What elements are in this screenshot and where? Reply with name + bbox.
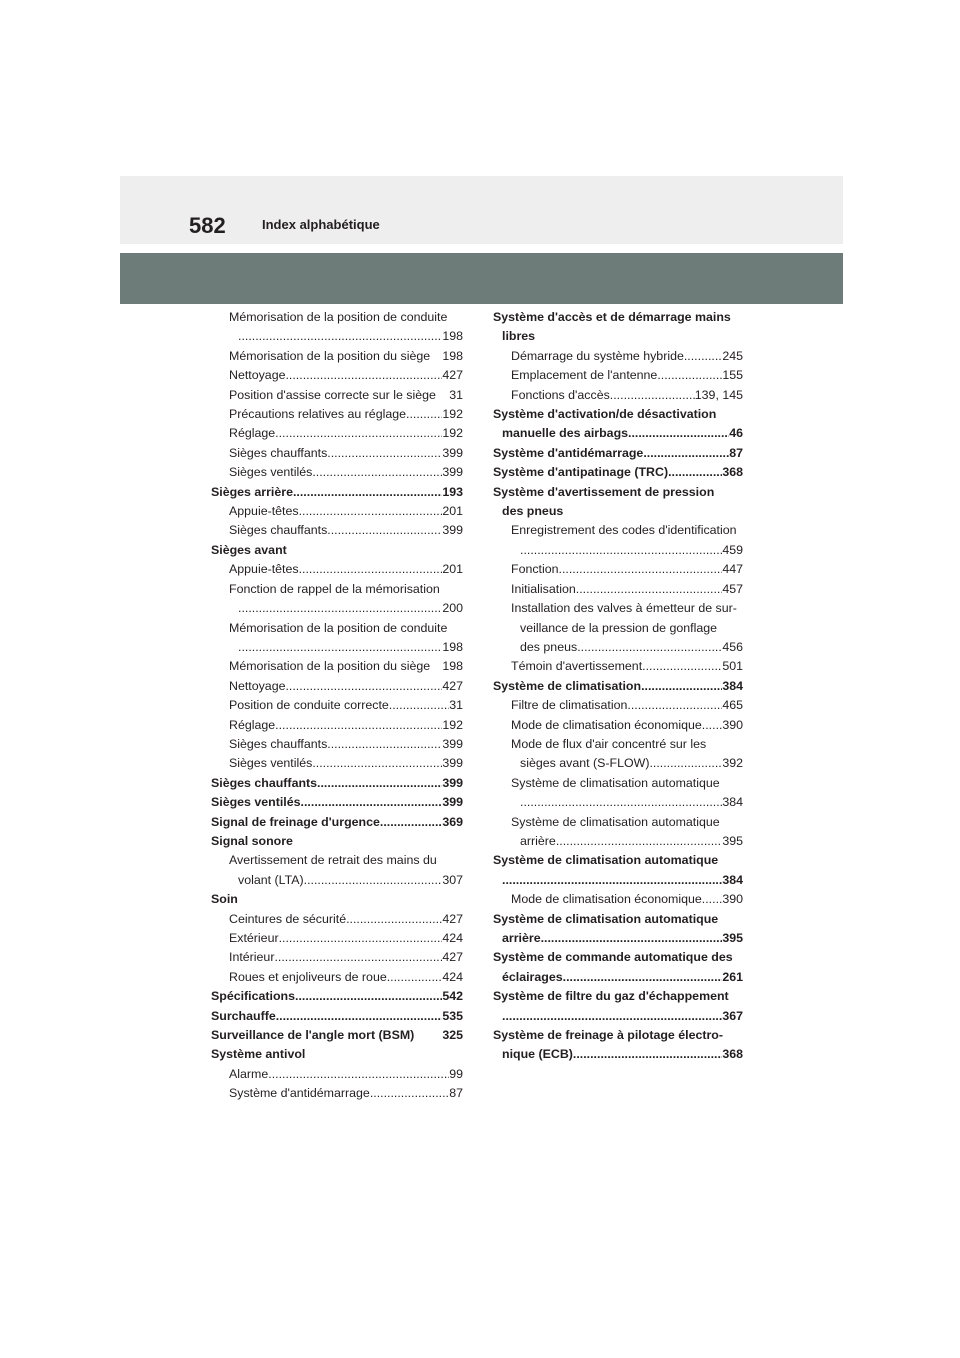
dot-leader (327, 735, 442, 754)
index-entry (493, 793, 743, 812)
index-heading: Soin (211, 892, 238, 907)
page-reference: 465 (722, 698, 743, 713)
page-reference: 192 (442, 717, 463, 732)
entry-label: Roues et enjoliveurs de roue (229, 969, 387, 984)
page-reference: 325 (442, 1028, 463, 1043)
page-reference: 198 (442, 329, 463, 344)
index-entry (211, 386, 463, 405)
page-reference: 31 (449, 387, 463, 402)
index-entry (211, 347, 463, 366)
entry-label: éclairages (502, 969, 563, 984)
page-reference: 390 (722, 892, 743, 907)
dot-leader (642, 657, 722, 676)
index-entry (211, 754, 463, 773)
entry-label: Sièges chauffants (229, 445, 328, 460)
dot-leader (317, 774, 442, 793)
index-heading: Système d'accès et de démarrage mains (493, 310, 731, 324)
index-entry (493, 890, 743, 909)
index-entry (211, 366, 463, 385)
index-heading: Mémorisation de la position de conduite (229, 310, 448, 324)
dot-leader (641, 677, 722, 696)
index-heading: Système de commande automatique des (493, 950, 733, 965)
index-entry (211, 677, 463, 696)
entry-label: Mémorisation de la position du siège (229, 348, 431, 363)
page-reference: 192 (442, 426, 463, 441)
dot-leader (520, 541, 722, 560)
index-entry (211, 521, 463, 540)
page-reference: 198 (442, 659, 463, 674)
entry-label: Démarrage du système hybride (511, 348, 684, 363)
dot-leader (556, 832, 723, 851)
index-heading: Système de climatisation automatique (493, 853, 719, 868)
index-heading: libres (502, 329, 536, 344)
index-entry (211, 1065, 463, 1084)
dot-leader (304, 871, 443, 890)
index-entry (211, 968, 463, 987)
page-reference: 427 (442, 678, 463, 693)
index-entry (211, 987, 463, 1006)
index-column-right (493, 308, 743, 1065)
index-entry (493, 386, 743, 405)
page-reference: 31 (449, 698, 463, 713)
index-entry (493, 444, 743, 463)
entry-label: Mémorisation de la position du siège (229, 659, 431, 674)
entry-label: Signal de freinage d'urgence (211, 814, 380, 829)
page-reference: 198 (442, 348, 463, 363)
index-entry (211, 1007, 463, 1026)
page-reference: 395 (722, 931, 743, 945)
dot-leader (520, 793, 722, 812)
page-reference: 87 (449, 1086, 463, 1101)
page-reference: 459 (722, 542, 743, 557)
page-reference: 193 (442, 484, 463, 499)
dot-leader (301, 793, 443, 812)
dot-leader (502, 871, 722, 890)
dot-leader (275, 716, 442, 735)
dot-leader (702, 716, 723, 735)
entry-label: Réglage (229, 426, 276, 441)
entry-label: Appuie-têtes (229, 562, 299, 577)
entry-label: Surveillance de l'angle mort (BSM) (211, 1028, 415, 1043)
dot-leader (293, 483, 442, 502)
entry-label: Précautions relatives au réglage (229, 407, 407, 422)
dot-leader (276, 1007, 443, 1026)
index-heading: des pneus (502, 504, 564, 519)
index-heading: Fonction de rappel de la mémorisation (229, 581, 440, 596)
page-reference: 384 (722, 678, 743, 693)
dot-leader (285, 366, 442, 385)
page-reference: 201 (442, 562, 463, 577)
entry-label: Intérieur (229, 950, 275, 965)
entry-label: Sièges arrière (211, 484, 293, 499)
page-reference: 200 (442, 601, 463, 616)
index-entry (211, 696, 463, 715)
index-heading: Installation des valves à émetteur de sur- (511, 601, 737, 616)
entry-label: Mode de climatisation économique (511, 717, 702, 732)
page-reference: 390 (722, 717, 743, 732)
page-reference: 424 (442, 931, 463, 945)
dot-leader (380, 813, 442, 832)
index-entry (493, 1007, 743, 1026)
dot-leader (541, 929, 723, 948)
dot-leader (312, 463, 442, 482)
header-band (120, 176, 843, 244)
entry-label: Système d'antidémarrage (493, 445, 644, 460)
page-reference: 427 (442, 368, 463, 383)
entry-label: nique (ECB) (502, 1047, 573, 1062)
page-reference: 542 (442, 989, 463, 1004)
page-reference: 87 (729, 445, 743, 460)
index-heading: veillance de la pression de gonflage (520, 620, 718, 635)
index-entry (493, 1045, 743, 1064)
dot-leader (238, 638, 442, 657)
page-reference: 369 (442, 814, 463, 829)
entry-label: Sièges ventilés (229, 465, 313, 480)
dot-leader (702, 890, 723, 909)
index-entry (493, 366, 743, 385)
dot-leader (295, 987, 442, 1006)
index-entry (211, 735, 463, 754)
index-entry (493, 638, 743, 657)
index-heading: Système antivol (211, 1047, 306, 1062)
index-entry (211, 424, 463, 443)
page-reference: 155 (722, 368, 743, 383)
index-entry (211, 793, 463, 812)
index-heading: Système de freinage à pilotage électro- (493, 1028, 723, 1043)
index-entry (211, 910, 463, 929)
header-color-bar (120, 253, 843, 304)
page-reference: 368 (722, 1047, 743, 1062)
dot-leader (643, 444, 729, 463)
page-reference: 427 (442, 911, 463, 926)
page-reference: 99 (449, 1066, 463, 1081)
entry-label: Fonctions d'accès (511, 387, 610, 402)
page-reference: 384 (722, 795, 743, 810)
index-entry (211, 405, 463, 424)
page-reference: 46 (729, 426, 743, 441)
index-entry (211, 657, 463, 676)
page-reference: 457 (722, 581, 743, 596)
dot-leader (502, 1007, 722, 1026)
entry-label: Mode de climatisation économique (511, 892, 702, 907)
index-heading: Système d'avertissement de pression (493, 484, 715, 499)
dot-leader (279, 929, 443, 948)
index-entry (493, 424, 743, 443)
index-entry (211, 599, 463, 618)
index-entry (493, 463, 743, 482)
dot-leader (668, 463, 722, 482)
entry-label: Alarme (229, 1066, 269, 1081)
page-reference: 198 (442, 639, 463, 654)
index-entry (211, 560, 463, 579)
index-entry (493, 560, 743, 579)
page-reference: 201 (442, 504, 463, 519)
dot-leader (627, 696, 722, 715)
dot-leader (387, 968, 443, 987)
page-reference: 447 (722, 562, 743, 577)
index-entry (211, 638, 463, 657)
index-column-left (211, 308, 463, 1104)
dot-leader (299, 560, 443, 579)
index-entry (493, 871, 743, 890)
dot-leader (406, 405, 442, 424)
entry-label: Système de climatisation (493, 678, 642, 693)
dot-leader (238, 599, 442, 618)
entry-label: Nettoyage (229, 368, 286, 383)
index-entry (493, 541, 743, 560)
index-entry (493, 716, 743, 735)
index-entry (211, 929, 463, 948)
index-entry (493, 657, 743, 676)
dot-leader (610, 386, 695, 405)
page-reference: 399 (442, 775, 463, 790)
dot-leader (275, 424, 442, 443)
entry-label: Témoin d'avertissement (511, 659, 643, 674)
entry-label: Emplacement de l'antenne (511, 368, 658, 383)
page-reference: 261 (722, 969, 743, 984)
page-reference: 392 (722, 756, 743, 771)
entry-label: Système d'antidémarrage (229, 1086, 370, 1101)
index-heading: Sièges avant (211, 542, 287, 557)
index-heading: Système de climatisation automatique (493, 911, 719, 926)
index-entry (493, 696, 743, 715)
page-reference: 399 (442, 523, 463, 538)
index-entry (211, 813, 463, 832)
index-entry (493, 677, 743, 696)
entry-label: manuelle des airbags (502, 426, 629, 441)
index-entry (211, 774, 463, 793)
page-reference: 192 (442, 407, 463, 422)
index-entry (493, 968, 743, 987)
page-reference: 399 (442, 445, 463, 460)
index-entry (493, 929, 743, 948)
entry-label: Sièges chauffants (229, 523, 328, 538)
index-heading: Enregistrement des codes d'identification (511, 523, 737, 538)
dot-leader (684, 347, 722, 366)
dot-leader (563, 968, 723, 987)
page-reference: 427 (442, 950, 463, 965)
entry-label: Réglage (229, 717, 276, 732)
page-number: 582 (189, 213, 226, 238)
entry-label: Extérieur (229, 931, 279, 945)
dot-leader (628, 424, 729, 443)
index-heading: Système d'activation/de désactivation (493, 407, 717, 422)
index-entry (211, 502, 463, 521)
index-heading: Signal sonore (211, 833, 293, 848)
section-title: Index alphabétique (262, 217, 380, 232)
dot-leader (370, 1084, 449, 1103)
index-entry (211, 948, 463, 967)
dot-leader (312, 754, 442, 773)
entry-label: Ceintures de sécurité (229, 911, 347, 926)
index-heading: Système de climatisation automatique (511, 814, 720, 829)
page-reference: 501 (722, 659, 743, 674)
page-reference: 395 (722, 833, 743, 848)
dot-leader (268, 1065, 449, 1084)
entry-label: Sièges chauffants (229, 736, 328, 751)
page-reference: 399 (442, 736, 463, 751)
dot-leader (649, 754, 722, 773)
entry-label: des pneus (520, 639, 578, 654)
page-reference: 307 (442, 872, 463, 887)
index-entry (211, 327, 463, 346)
dot-leader (389, 696, 449, 715)
page-reference: 399 (442, 756, 463, 771)
index-entry (493, 754, 743, 773)
dot-leader (274, 948, 442, 967)
entry-label: Sièges ventilés (211, 795, 301, 810)
dot-leader (346, 910, 442, 929)
dot-leader (577, 638, 722, 657)
entry-label: arrière (520, 833, 556, 848)
index-entry (493, 580, 743, 599)
index-entry (493, 347, 743, 366)
index-entry (211, 483, 463, 502)
dot-leader (573, 1045, 722, 1064)
entry-label: Sièges chauffants (211, 775, 318, 790)
dot-leader (657, 366, 722, 385)
entry-label: Appuie-têtes (229, 504, 299, 519)
entry-label: Initialisation (511, 581, 576, 596)
page-reference: 399 (442, 795, 463, 810)
entry-label: Système d'antipatinage (TRC) (493, 465, 669, 480)
page-reference: 424 (442, 969, 463, 984)
entry-label: volant (LTA) (238, 872, 304, 887)
entry-label: Sièges ventilés (229, 756, 313, 771)
entry-label: Surchauffe (211, 1008, 276, 1023)
page-reference: 535 (442, 1008, 463, 1023)
index-entry (211, 1084, 463, 1103)
entry-label: Nettoyage (229, 678, 286, 693)
dot-leader (327, 444, 442, 463)
entry-label: Spécifications (211, 989, 296, 1004)
index-entry (211, 444, 463, 463)
dot-leader (238, 327, 442, 346)
index-entry (211, 1026, 463, 1045)
dot-leader (327, 521, 442, 540)
index-heading: Système de filtre du gaz d'échappement (493, 989, 729, 1004)
entry-label: arrière (502, 931, 541, 945)
page-reference: 367 (722, 1008, 743, 1023)
page-reference: 368 (722, 465, 743, 480)
entry-label: Filtre de climatisation (511, 698, 628, 713)
index-entry (493, 832, 743, 851)
index-entry (211, 463, 463, 482)
dot-leader (285, 677, 442, 696)
dot-leader (299, 502, 443, 521)
page-reference: 245 (722, 348, 743, 363)
index-heading: Mémorisation de la position de conduite (229, 620, 448, 635)
entry-label: Fonction (511, 562, 559, 577)
entry-label: Position d'assise correcte sur le siège (229, 387, 436, 402)
page-reference: 384 (722, 872, 743, 887)
dot-leader (559, 560, 723, 579)
page-reference: 139, 145 (694, 387, 743, 402)
page-reference: 456 (722, 639, 743, 654)
entry-label: Position de conduite correcte (229, 698, 389, 713)
index-entry (211, 871, 463, 890)
dot-leader (576, 580, 723, 599)
index-heading: Système de climatisation automatique (511, 775, 720, 790)
index-heading: Mode de flux d'air concentré sur les (511, 736, 707, 751)
page-reference: 399 (442, 465, 463, 480)
index-entry (211, 716, 463, 735)
index-heading: Avertissement de retrait des mains du (229, 853, 437, 868)
entry-label: sièges avant (S-FLOW) (520, 756, 650, 771)
